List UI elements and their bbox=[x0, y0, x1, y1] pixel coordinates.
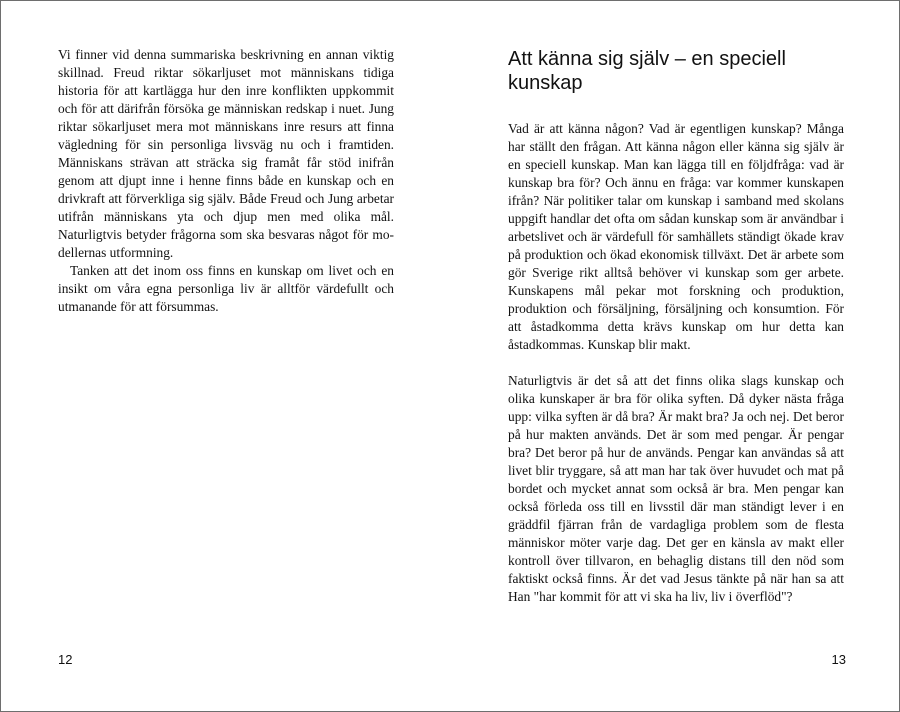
right-page-body bbox=[508, 120, 844, 606]
body-paragraph: Vad är att känna någon? Vad är egentligen kunskap? Många har ställt den frågan. Att känna någon eller känna sig själv är en speciell kunskap. Man kan lägga till en följdfråga: vad är kunskap bra för? Och ännu en fråga: var kommer kunskapen ifrån? När politiker talar om kunskap i samband med skolans uppgift handlar det ofta om sådan kunskap som är användbar i arbetslivet och är värdefull för samhällets ständigt ökade krav på produktion och ökad ekonomisk tillväxt. Det är arbete som gör Sverige rikt alltså behöver vi kunskap som ger arbete. Kunskapens mål pekar mot forskning och produktion, produktion och försäljning, försäljning och konsumtion. För att åstadkomma detta krävs kunskap om hur detta kan åstadkommas. Kunskap blir makt. bbox=[508, 121, 844, 352]
body-paragraph: Naturligtvis är det så att det finns olika slags kunskap och olika kunskaper är bra för olika syften. Då dyker nästa fråga upp: vilka syften är då bra? Är makt bra? Ja och nej. Det beror på hur makten används. Det är som med pengar. Är pengar bra? Det beror på hur de används. Pengar kan användas så att livet blir tryggare, så att man har tak över huvudet och mat på bordet och mycket annat som också är bra. Men pengar kan också förleda oss till en livsstil där man ständigt lever i en gräddfil fjärran från de vardagliga problem som de flesta människor möter varje dag. Det ger en känsla av makt eller kontroll över tillvaron, en behaglig distans till den nöd som faktiskt också finns. Är det vad Jesus tänkte på när han sa att Han "har kommit för att vi ska ha liv, liv i överflöd"? bbox=[508, 373, 844, 604]
page-number: 12 bbox=[58, 652, 73, 667]
body-paragraph: Vi finner vid denna summariska beskrivning en annan viktig skillnad. Freud riktar sökarljuset mot människans tidiga historia för att kartlägga hur den inre konflikten uppkommit och för att därifrån försöka ge människan redskap i nuet. Jung riktar sökarljuset mera mot människans inre resurs att finna vägledning för sin personliga livsväg nu och i framtiden. Människans strävan att sträcka sig framåt får stöd inifrån genom att djupt inne i henne finns både en kunskap och en drivkraft att förverkliga sig själv. Både Freud och Jung arbetar utifrån människans yta och djup men med olika mål. Naturligtvis betyder frågorna som ska besvaras något för modellernas utformning. bbox=[58, 47, 394, 260]
chapter-title: Att känna sig själv – en speciell kunskap bbox=[508, 48, 786, 94]
left-page-body bbox=[58, 46, 394, 316]
page-number: 13 bbox=[831, 652, 846, 667]
body-paragraph: Tanken att det inom oss finns en kunskap om livet och en insikt om våra egna personliga liv är alltför värdefullt och utmanande för att försummas. bbox=[58, 263, 394, 314]
left-page bbox=[1, 1, 450, 711]
right-page bbox=[450, 1, 899, 711]
